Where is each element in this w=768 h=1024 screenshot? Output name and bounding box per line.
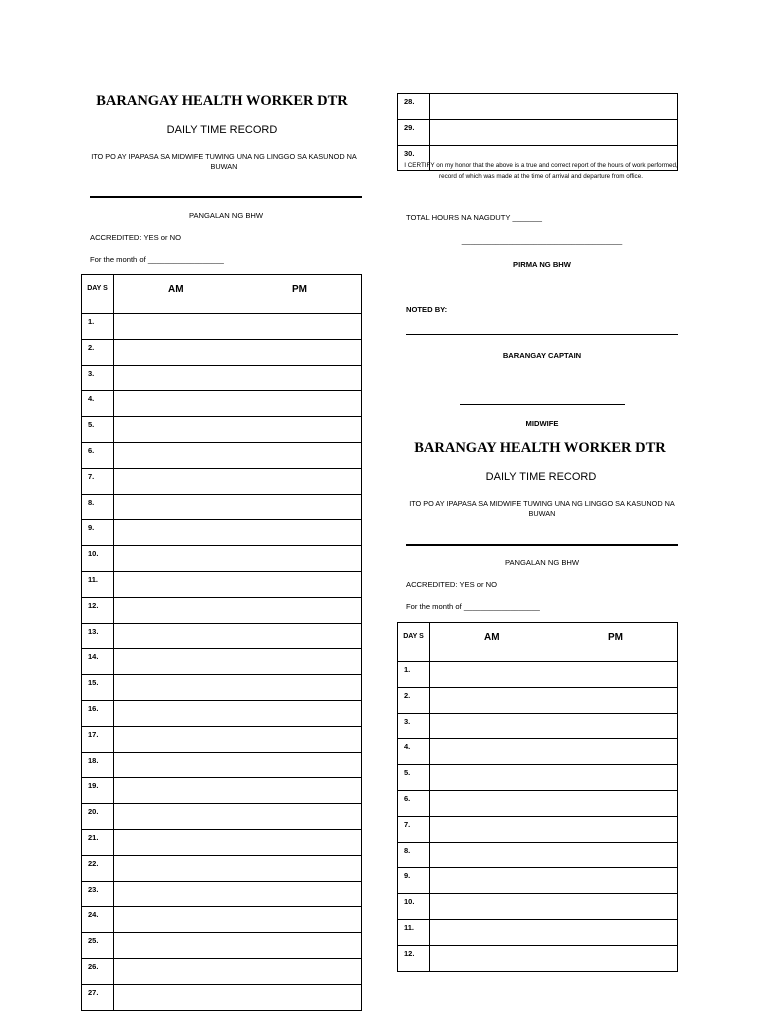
day-number: 16. [82, 700, 114, 726]
day-number: 10. [82, 546, 114, 572]
day-number: 8. [82, 494, 114, 520]
time-entry-cell[interactable] [114, 365, 362, 391]
time-entry-cell[interactable] [430, 713, 678, 739]
table-row [82, 442, 362, 468]
day-number: 3. [82, 365, 114, 391]
form-title-2: BARANGAY HEALTH WORKER DTR [414, 440, 666, 456]
day-number: 1. [398, 662, 430, 688]
time-entry-cell[interactable] [430, 119, 678, 145]
accredited-field: ACCREDITED: YES or NO [90, 233, 182, 242]
table-row [82, 700, 362, 726]
day-number: 7. [82, 468, 114, 494]
time-entry-cell[interactable] [430, 842, 678, 868]
table-row [398, 919, 678, 945]
time-entry-cell[interactable] [114, 804, 362, 830]
day-number: 15. [82, 675, 114, 701]
day-number: 29. [398, 119, 430, 145]
table-row [82, 365, 362, 391]
time-entry-cell[interactable] [114, 700, 362, 726]
day-number: 17. [82, 726, 114, 752]
name-label-2: PANGALAN NG BHW [504, 558, 580, 567]
table-row [398, 94, 678, 120]
continuation-table [397, 93, 678, 171]
form-subtitle: DAILY TIME RECORD [166, 124, 278, 136]
am-pm-header [430, 623, 678, 662]
day-number: 25. [82, 933, 114, 959]
table-row [82, 881, 362, 907]
day-number: 13. [82, 623, 114, 649]
day-number: 27. [82, 984, 114, 1010]
time-entry-cell[interactable] [114, 933, 362, 959]
table-row [398, 739, 678, 765]
day-number: 24. [82, 907, 114, 933]
table-row [82, 778, 362, 804]
table-row [398, 945, 678, 971]
table-row [82, 571, 362, 597]
day-number: 21. [82, 829, 114, 855]
time-entry-cell[interactable] [430, 945, 678, 971]
midwife-label: MIDWIFE [525, 419, 559, 428]
day-number: 22. [82, 855, 114, 881]
day-number: 23. [82, 881, 114, 907]
pm-header: PM [292, 284, 307, 295]
time-entry-cell[interactable] [114, 726, 362, 752]
day-column-header: DAY S [398, 623, 430, 662]
time-entry-cell[interactable] [114, 829, 362, 855]
table-row [82, 494, 362, 520]
captain-signature-line [406, 334, 678, 335]
table-row [398, 816, 678, 842]
time-entry-cell[interactable] [114, 494, 362, 520]
day-number: 8. [398, 842, 430, 868]
time-entry-cell[interactable] [430, 765, 678, 791]
day-number: 6. [82, 442, 114, 468]
time-record-table [81, 274, 362, 1011]
table-row [82, 520, 362, 546]
table-row [82, 958, 362, 984]
table-row [398, 842, 678, 868]
midwife-signature-line [460, 404, 625, 405]
day-number: 20. [82, 804, 114, 830]
day-number: 1. [82, 314, 114, 340]
table-row [82, 907, 362, 933]
time-entry-cell[interactable] [114, 468, 362, 494]
am-pm-header [114, 275, 362, 314]
day-number: 10. [398, 894, 430, 920]
day-number: 19. [82, 778, 114, 804]
table-row [82, 855, 362, 881]
form-subtitle-2: DAILY TIME RECORD [485, 471, 597, 483]
captain-label: BARANGAY CAPTAIN [502, 351, 582, 360]
day-number: 12. [82, 597, 114, 623]
time-entry-cell[interactable] [114, 339, 362, 365]
signature-line: ______________________________________ [461, 236, 623, 245]
time-entry-cell[interactable] [430, 790, 678, 816]
table-row [398, 662, 678, 688]
table-row [82, 726, 362, 752]
time-entry-cell[interactable] [430, 919, 678, 945]
table-row [398, 790, 678, 816]
form-instruction: ITO PO AY IPAPASA SA MIDWIFE TUWING UNA NG LINGGO SA KASUNOD NA BUWAN [91, 152, 357, 171]
total-hours-field: TOTAL HOURS NA NAGDUTY _______ [406, 213, 543, 222]
name-line [90, 196, 362, 198]
table-row [82, 546, 362, 572]
time-entry-cell[interactable] [114, 520, 362, 546]
table-row [82, 597, 362, 623]
am-header: AM [484, 632, 500, 643]
table-row [398, 894, 678, 920]
time-entry-cell[interactable] [114, 417, 362, 443]
time-entry-cell[interactable] [114, 649, 362, 675]
time-entry-cell[interactable] [114, 984, 362, 1010]
time-entry-cell[interactable] [114, 623, 362, 649]
day-number: 9. [398, 868, 430, 894]
time-entry-cell[interactable] [114, 778, 362, 804]
day-number: 3. [398, 713, 430, 739]
noted-by-label: NOTED BY: [406, 305, 448, 314]
time-entry-cell[interactable] [114, 546, 362, 572]
time-entry-cell[interactable] [114, 675, 362, 701]
day-number: 5. [82, 417, 114, 443]
time-entry-cell[interactable] [430, 687, 678, 713]
table-row [82, 391, 362, 417]
form-title: BARANGAY HEALTH WORKER DTR [96, 93, 348, 109]
table-row [398, 119, 678, 145]
time-entry-cell[interactable] [430, 739, 678, 765]
time-entry-cell[interactable] [114, 881, 362, 907]
table-row [82, 933, 362, 959]
day-column-header: DAY S [82, 275, 114, 314]
table-row [398, 765, 678, 791]
table-row [82, 829, 362, 855]
form-instruction-2: ITO PO AY IPAPASA SA MIDWIFE TUWING UNA NG LINGGO SA KASUNOD NA BUWAN [409, 499, 675, 518]
time-entry-cell[interactable] [114, 907, 362, 933]
pm-header: PM [608, 632, 623, 643]
time-entry-cell[interactable] [114, 314, 362, 340]
pirma-label: PIRMA NG BHW [513, 260, 571, 269]
time-entry-cell[interactable] [430, 894, 678, 920]
day-number: 9. [82, 520, 114, 546]
table-row [82, 417, 362, 443]
day-number: 11. [398, 919, 430, 945]
time-entry-cell[interactable] [114, 391, 362, 417]
day-number: 2. [398, 687, 430, 713]
day-number: 6. [398, 790, 430, 816]
time-entry-cell[interactable] [114, 571, 362, 597]
table-row [82, 649, 362, 675]
table-row [82, 623, 362, 649]
table-row [82, 468, 362, 494]
table-row [82, 752, 362, 778]
day-number: 30. [398, 145, 430, 171]
day-number: 12. [398, 945, 430, 971]
table-row [398, 687, 678, 713]
name-line-2 [406, 544, 678, 546]
day-number: 5. [398, 765, 430, 791]
day-number: 28. [398, 94, 430, 120]
certification-text: I CERTIFY on my honor that the above is a true and correct report of the hours of work performed, record of which was made at the time of arrival and departure from office. [404, 162, 678, 180]
am-header: AM [168, 284, 184, 295]
table-row [82, 984, 362, 1010]
time-entry-cell[interactable] [114, 442, 362, 468]
day-number: 2. [82, 339, 114, 365]
day-number: 4. [82, 391, 114, 417]
day-number: 18. [82, 752, 114, 778]
time-entry-cell[interactable] [114, 597, 362, 623]
time-entry-cell[interactable] [430, 816, 678, 842]
time-entry-cell[interactable] [430, 662, 678, 688]
time-entry-cell[interactable] [114, 958, 362, 984]
time-record-table-2 [397, 622, 678, 972]
time-entry-cell[interactable] [430, 94, 678, 120]
table-row [82, 675, 362, 701]
table-row [82, 314, 362, 340]
day-number: 26. [82, 958, 114, 984]
day-number: 4. [398, 739, 430, 765]
name-label: PANGALAN NG BHW [188, 211, 264, 220]
time-entry-cell[interactable] [430, 868, 678, 894]
time-entry-cell[interactable] [114, 855, 362, 881]
table-row [82, 339, 362, 365]
time-entry-cell[interactable] [114, 752, 362, 778]
month-field-2: For the month of __________________ [406, 602, 540, 611]
table-row [82, 804, 362, 830]
table-row [398, 868, 678, 894]
accredited-field-2: ACCREDITED: YES or NO [406, 580, 498, 589]
day-number: 7. [398, 816, 430, 842]
day-number: 11. [82, 571, 114, 597]
day-number: 14. [82, 649, 114, 675]
table-row [398, 713, 678, 739]
month-field: For the month of __________________ [90, 255, 224, 264]
